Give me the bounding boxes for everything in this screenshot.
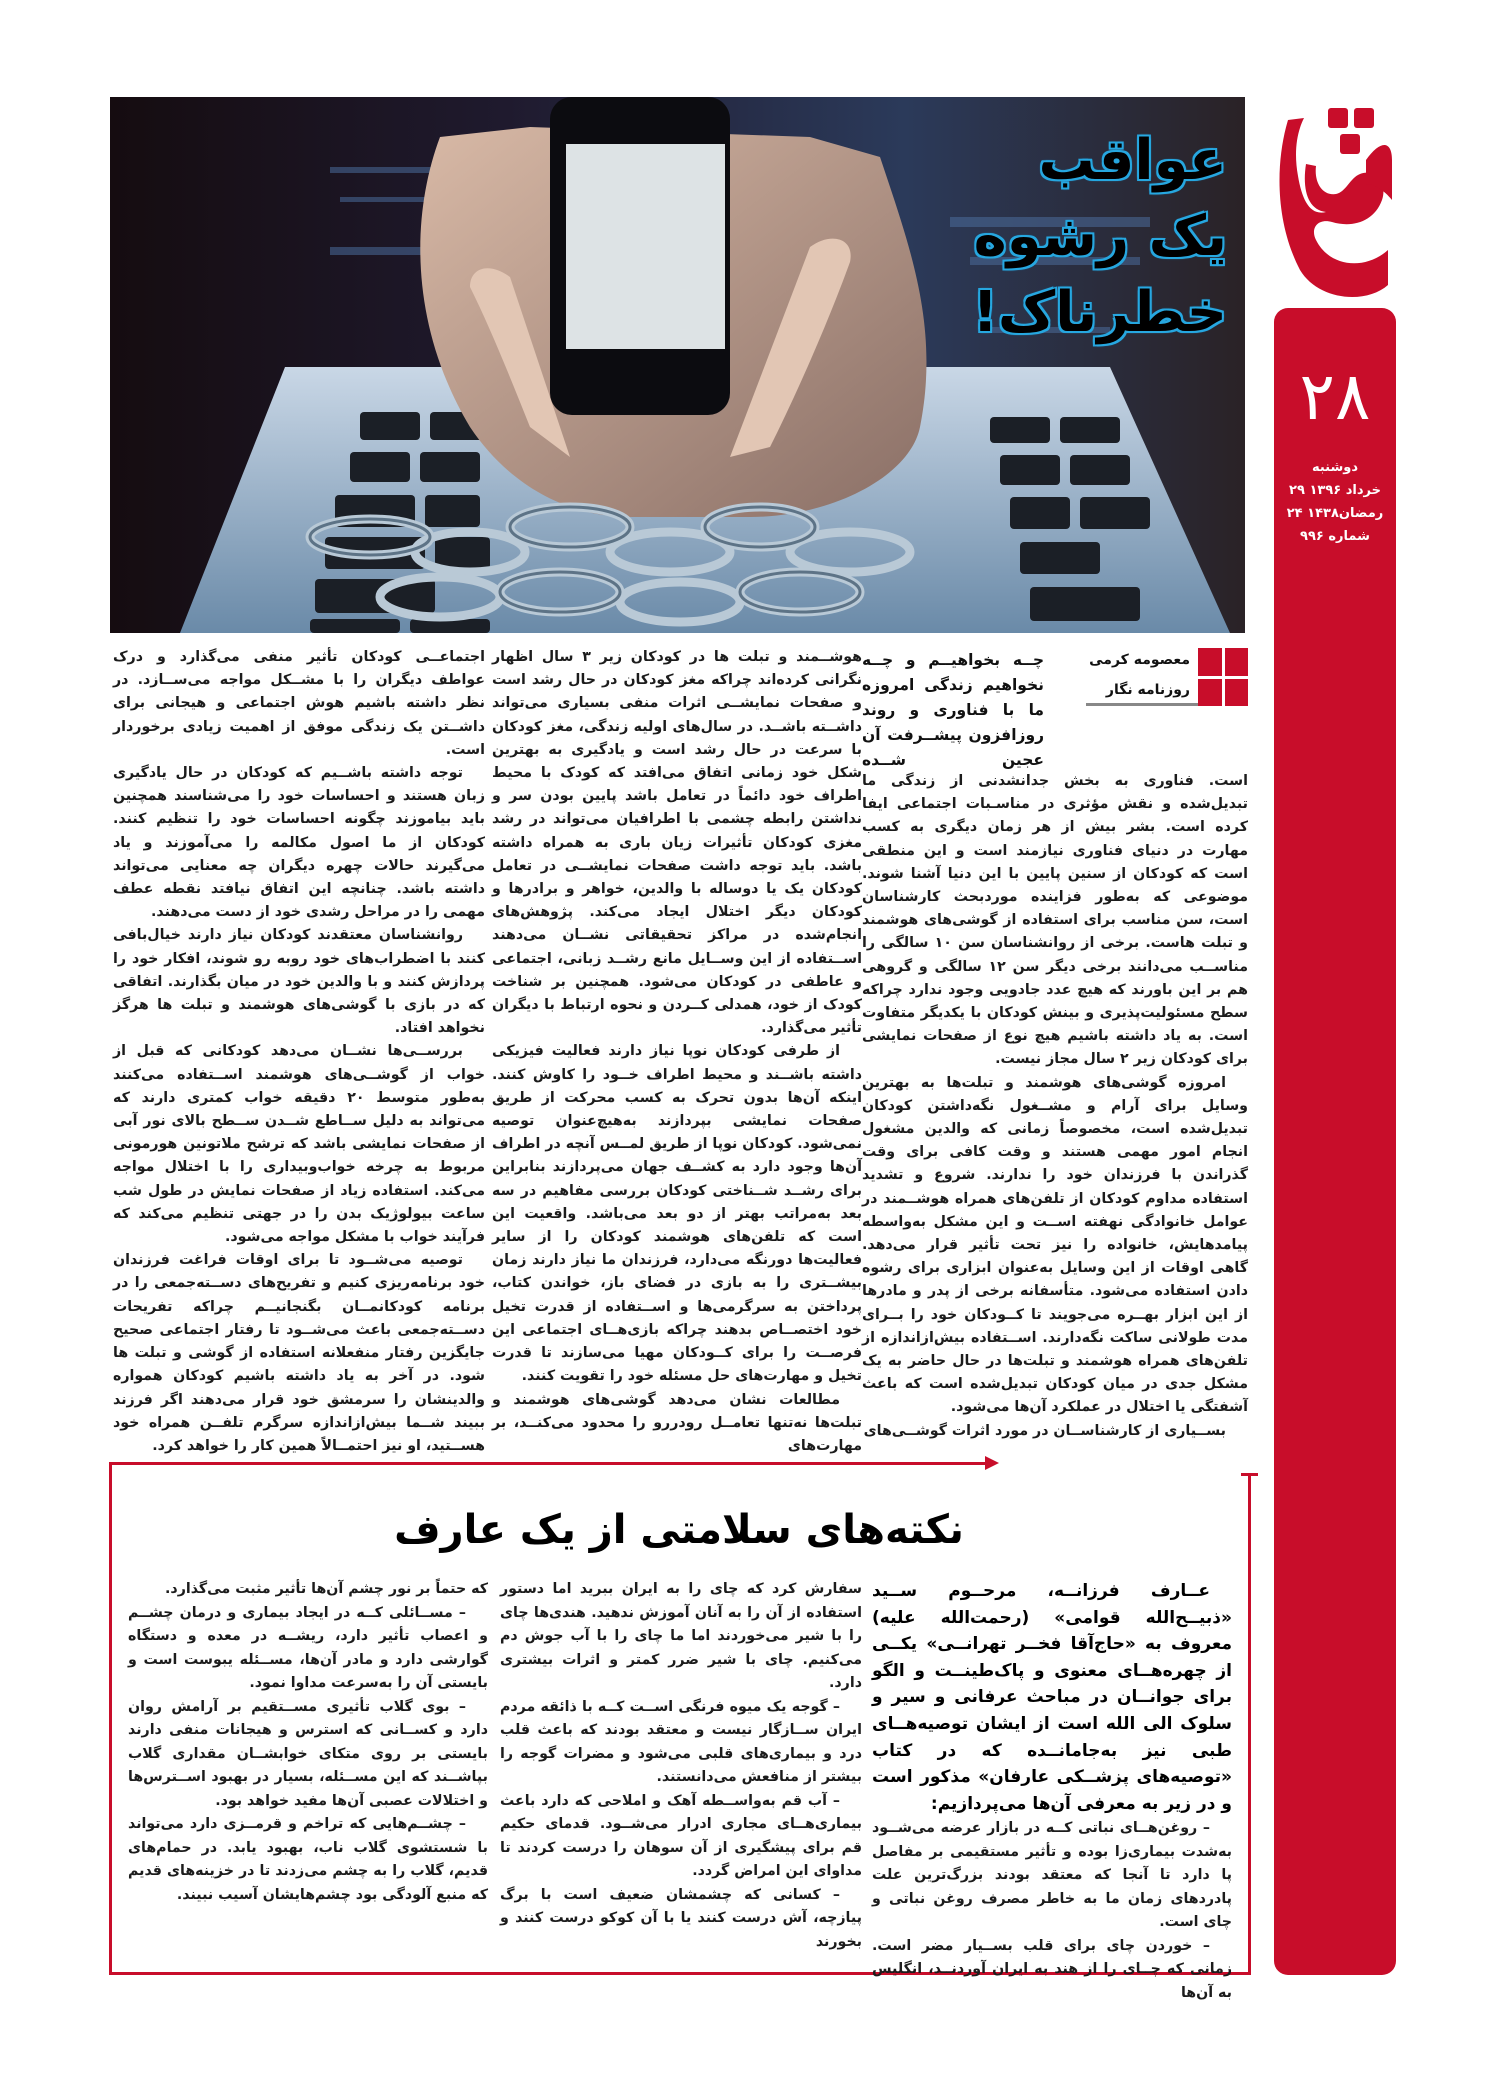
- issue-info-panel: [1274, 308, 1396, 1975]
- hero-image: [110, 97, 1245, 633]
- health-box-title: نکته‌های سلامتی از یک عارف: [394, 1507, 964, 1553]
- arrow-right-icon: [985, 1456, 999, 1470]
- date-solar: ۲۹ خرداد ۱۳۹۶: [1289, 483, 1381, 498]
- publication-logo: [1270, 100, 1395, 305]
- health-tip: – گوجه یک میوه فرنگی اســت کــه با ذائقه مردم ایران ســازگار نیست و معتقد بودند که باعث قلب درد و بیماری‌های قلبی می‌شود و مضرات گوجه را بیشتر از منافعش می‌دانستند.: [500, 1698, 862, 1785]
- health-column-2: [500, 1578, 862, 1954]
- article-paragraph: توصیه می‌شــود تا برای اوقات فراغت فرزندان خود برنامه‌ریزی کنیم و تفریح‌های دســته‌جمعی را در برنامه کودکانمــان بگنجانیــم چراکه تفریحات دســته‌جمعی باعث می‌شــود تا رفتار اجتماعی صحیح جایگزین رفتار منفعلانه استفاده از گوشی و تبلت ها شود. در آخر به یاد داشته باشیم کودکان همواره والدینشان را سرمشق خود قرار می‌دهند اگر فرزند ببیند شــما بیش‌ازاندازه سرگرم تلفــن همراه خود هســتید، او نیز احتمــالاً همین کار را خواهد کرد.: [113, 1252, 485, 1454]
- article-paragraph: مطالعات نشان می‌دهد گوشی‌های هوشمند و تبلت‌ها نه‌تنها تعامــل رودررو را محدود می‌کنــد، بر مهارت‌های: [492, 1391, 862, 1454]
- article-paragraph: بســیاری از کارشناســان در مورد اثرات گوشــی‌های: [863, 1422, 1226, 1439]
- headline-line-1: عواقب: [1038, 128, 1227, 193]
- health-tip: که حتماً بر نور چشم آن‌ها تأثیر مثبت می‌گذارد.: [165, 1581, 488, 1597]
- byline: [1085, 648, 1248, 706]
- health-intro: عــارف فرزانــه، مرحــوم ســید «ذبیــح‌الله قوامی» (رحمت‌الله علیه) معروف به «حاج‌آقا فخــر تهرانــی» یکــی از چهره‌هــای معنوی و پاک‌طینــت و الگو برای جوانــان در مباحث عرفانی و سیر و سلوک الی الله است از ایشان توصیه‌هــای طبی نیز به‌جامانــده که در کتاب «توصیه‌های پزشــکی عارفان» مذکور است و در زیر به معرفی آن‌ها می‌پردازیم:: [872, 1581, 1232, 1814]
- article-paragraph: از طرفی کودکان نوپا نیاز دارند فعالیت فیزیکی داشته باشــند و محیط اطراف خــود را کاوش کنند. اینکه آن‌ها بدون تحرک به کسب محرکت از طریق صفحات نمایشی بپردازند به‌هیچ‌عنوان توصیه نمی‌شود. کودکان نوپا از طریق لمــس آنچه در اطراف آن‌ها وجود دارد به کشــف جهان می‌پردازند بنابراین برای رشــد شــناختی کودکان بررسی مفاهیم در سه بعد به‌مراتب بهتر از دو بعد می‌باشد. واقعیت این است که تلفن‌های هوشمند کودکان را از سایر فعالیت‌ها دورنگه می‌دارد، فرزندان ما نیاز دارند زمان بیشــتری را به بازی در فضای باز، خواندن کتاب، پرداختن به سرگرمی‌ها و اســتفاده از قدرت تخیل خود اختصــاص بدهند چراکه بازی‌هــای اجتماعی این فرصــت را برای کــودکان مهیا می‌سازند تا قدرت تخیل و مهارت‌های حل مسئله خود را تقویت کنند.: [491, 1043, 862, 1385]
- health-tip: – بوی گلاب تأثیری مســتقیم بر آرامش روان دارد و کســانی که استرس و هیجانات منفی دارند بایستی بر روی متکای خوابشــان مقداری گلاب بپاشــند که این مســئله، بسیار در بهبود اســترس‌ها و اختلالات عصبی آن‌ها مفید خواهد بود.: [128, 1698, 488, 1809]
- weekday: دوشنبه: [1311, 460, 1359, 475]
- box-frame-right-cap: [1241, 1473, 1258, 1476]
- health-column-3: [128, 1578, 488, 1907]
- page-number: ۲۸: [1299, 358, 1371, 435]
- health-column-1: [872, 1578, 1232, 2005]
- health-tip: – خوردن چای برای قلب بســیار مضر است. زمانی که چــای را از هند به ایران آوردنــد، انگلیس به آن‌ها: [872, 1937, 1232, 2001]
- article-paragraph: اجتماعــی کودکان تأثیر منفی می‌گذارد و درک عواطف دیگران را با مشــکل مواجه می‌ســازد. در نظر داشته باشیم هوش اجتماعی و هیجانی برای داشــتن یک زندگی موفق از اهمیت زیادی برخوردار است.: [113, 649, 485, 758]
- article-paragraph: است. فناوری به بخش جدانشدنی از زندگی ما تبدیل‌شده و نقش مؤثری در مناسـبات اجتماعی ایفا کرده است. بشر بیش از هر زمان دیگری به کسب مهارت در دنیای فناوری نیازمند است و این منطقی است که کودکان از سنین پایین با این دنیا آشنا شوند. موضوعی که به‌طور فزاینده موردبحث کارشناسان است، سن مناسب برای استفاده از گوشی‌های هوشمند و تبلت هاست. برخی از روانشناسان سن ۱۰ سالگی را مناســب می‌دانند برخی دیگر سن ۱۲ سالگی و گروهی هم بر این باورند که هیچ عدد جادویی وجود ندارد چراکه سطح مسئولیت‌پذیری و بینش کودکان با یکدیگر متفاوت است. به یاد داشته باشیم هیچ نوع از صفحات نمایشی برای کودکان زیر ۲ سال مجاز نیست.: [862, 773, 1249, 1068]
- headline-line-2: یک رشوه: [973, 204, 1227, 269]
- byline-emblem-icon: [1198, 648, 1248, 706]
- headline: [967, 123, 1227, 351]
- health-tip: – کسانی که چشمشان ضعیف است با برگ پیازچه، آش درست کنند یا با آن کوکو درست کنند و بخورند: [500, 1886, 862, 1950]
- article-column-3: [113, 646, 485, 1458]
- article-paragraph: بررســی‌ها نشــان می‌دهد کودکانی که قبل از خواب از گوشــی‌های هوشمند اســتفاده می‌کنند به‌طور متوسط ۲۰ دقیقه خواب کمتری دارند که می‌تواند به دلیل ســاطع شــدن ســطح بالای نور آبی از صفحات نمایشی باشد که ترشح ملاتونین هورمونی مربوط به چرخه خواب‌وبیداری را با اختلال مواجه می‌کند. استفاده زیاد از صفحات نمایش در طول شب ساعت بیولوژیک بدن را در جهتی تنظیم می‌کند که فرآیند خواب با مشکل مواجه می‌شود.: [113, 1043, 485, 1246]
- article-lead: چــه بخواهیــم و چــه نخواهیم زندگی امروزه ما با فناوری و روند روزافزون پیشــرفت آن عجین شــده: [862, 651, 1044, 769]
- health-tip: – مســائلی کــه در ایجاد بیماری و درمان چشــم و اعصاب تأثیر دارد، ریشــه در معده و دستگاه گوارشی دارد و مادر آن‌ها، مســئله یبوست است و بایستی آن را به‌سرعت مداوا نمود.: [128, 1604, 488, 1691]
- box-frame-top: [109, 1462, 989, 1465]
- issue-number: شماره ۹۹۶: [1300, 529, 1370, 544]
- date-lunar: ۲۴ رمضان۱۴۳۸: [1286, 506, 1384, 521]
- health-tip: – چشــم‌هایی که تراخم و قرمــزی دارد می‌تواند با شستشوی گلاب ناب، بهبود یابد. در حمام‌های قدیم، گلاب را به چشم می‌زدند تا در خزینه‌های قدیم که منبع آلودگی بود چشم‌هایشان آسیب نبیند.: [128, 1816, 488, 1903]
- article-column-2: [492, 646, 862, 1458]
- article-paragraph: توجه داشته باشــیم که کودکان در حال یادگیری زبان هستند و احساسات خود را می‌شناسند همچنین باید بیاموزند چگونه احساسات خود را تنظیم کنند. کودکان از ما اصول مکالمه را می‌آموزند و یاد می‌گیرند حالات چهره دیگران چه معنایی می‌تواند داشته باشد. چنانچه این اتفاق نیافتد نقطه عطف مهمی را در مراحل رشدی خود از دست می‌دهند.: [113, 765, 485, 921]
- health-tip: – آب قم به‌واســطه آهک و املاحی که دارد باعث بیماری‌هــای مجاری ادرار می‌شــود. قدمای حکیم قم برای پیشگیری از آن سوهان را درست کردند تا مداوای این امراض گردد.: [500, 1792, 862, 1879]
- article-column-1: [862, 770, 1248, 1443]
- article-paragraph: امروزه گوشی‌های هوشمند و تبلت‌ها به بهترین وسایل برای آرام و مشــغول نگه‌داشتن کودکان تبدیل‌شده است، مخصوصاً زمانی که والدین مشغول انجام امور مهمی هستند و وقت کافی برای وقت گذراندن با فرزندان خود را ندارند. شروع و تشدید استفاده مداوم کودکان از تلفن‌های همراه هوشــمند در عوامل خانوادگی نهفته اســت و این مشکل به‌واسطه پیامدهایش، خانواده را نیز تحت تأثیر قرار می‌دهد. گاهی اوقات از این وسایل به‌عنوان ابزاری برای رشوه دادن استفاده می‌شود. متأسفانه برخی از پدر و مادرها از این ابزار بهــره می‌جویند تا کــودکان خود را بــرای مدت طولانی ساکت نگه‌دارند. اســتفاده بیش‌ازاندازه از تلفن‌های همراه هوشمند و تبلت‌ها در حال حاضر به یک مشکل جدی در میان کودکان تبدیل‌شده است که باعث آشفتگی یا اختلال در عملکرد آن‌ها می‌شود.: [862, 1074, 1248, 1416]
- article-paragraph: هوشــمند و تبلت ها در کودکان زیر ۳ سال اظهار نگرانی کرده‌اند چراکه مغز کودکان در حال رشد است و صفحات نمایشــی اثرات منفی بسیاری می‌تواند داشــته باشــد. در سال‌های اولیه زندگی، مغز کودکان با سرعت در حال رشد است و یادگیری به بهترین شکل خود زمانی اتفاق می‌افتد که کودک با محیط اطراف خود دائماً در تعامل باشد پایین بودن سر و نداشتن رابطه چشمی با اطرافیان می‌تواند در رشد مغزی کودکان تأثیرات زیان باری به همراه داشته باشد. باید توجه داشت صفحات نمایشــی در تعامل کودکان یک یا دوساله با والدین، خواهر و برادرها و کودکان دیگر اختلال ایجاد می‌کند. پژوهش‌های انجام‌شده در مراکز تحقیقاتی نشــان می‌دهند اســتفاده از این وســایل مانع رشــد زبانی، اجتماعی و عاطفی در کودکان می‌شود. همچنین بر شناخت کودک از خود، همدلی کــردن و نحوه ارتباط با دیگران تأثیر می‌گذارد.: [492, 649, 863, 1037]
- health-tip: – روغن‌هــای نباتی کــه در بازار عرضه می‌شــود به‌شدت بیماری‌زا بوده و تأثیر مستقیمی بر مفاصل پا دارد تا آنجا که معتقد بودند بزرگ‌ترین علت پادردهای زمان ما به خاطر مصرف روغن نباتی و چای است.: [872, 1820, 1232, 1931]
- author-role: روزنامه نگار: [1105, 682, 1190, 698]
- headline-line-3: خطرناک!: [972, 280, 1227, 345]
- author-name: معصومه کرمی: [1089, 652, 1190, 668]
- health-tip: سفارش کرد که چای را به ایران ببرید اما دستور استفاده از آن را به آنان آموزش ندهید. هندی‌ها چای را با شیر می‌خوردند اما ما چای را با آب جوش دم می‌کنیم. چای با شیر ضرر کمتر و اثرات بیشتری دارد.: [500, 1581, 862, 1691]
- byline-rule: [1086, 703, 1198, 706]
- article-paragraph: روانشناسان معتقدند کودکان نیاز دارند خیال‌بافی کنند با اضطراب‌های خود روبه رو شوند، افکار خود را پردازش کنند و با والدین خود در میان بگذارند. اتفاقی که در بازی با گوشی‌های هوشمند و تبلت ها هرگز نخواهد افتاد.: [113, 927, 485, 1037]
- logo-mark: [1270, 100, 1395, 305]
